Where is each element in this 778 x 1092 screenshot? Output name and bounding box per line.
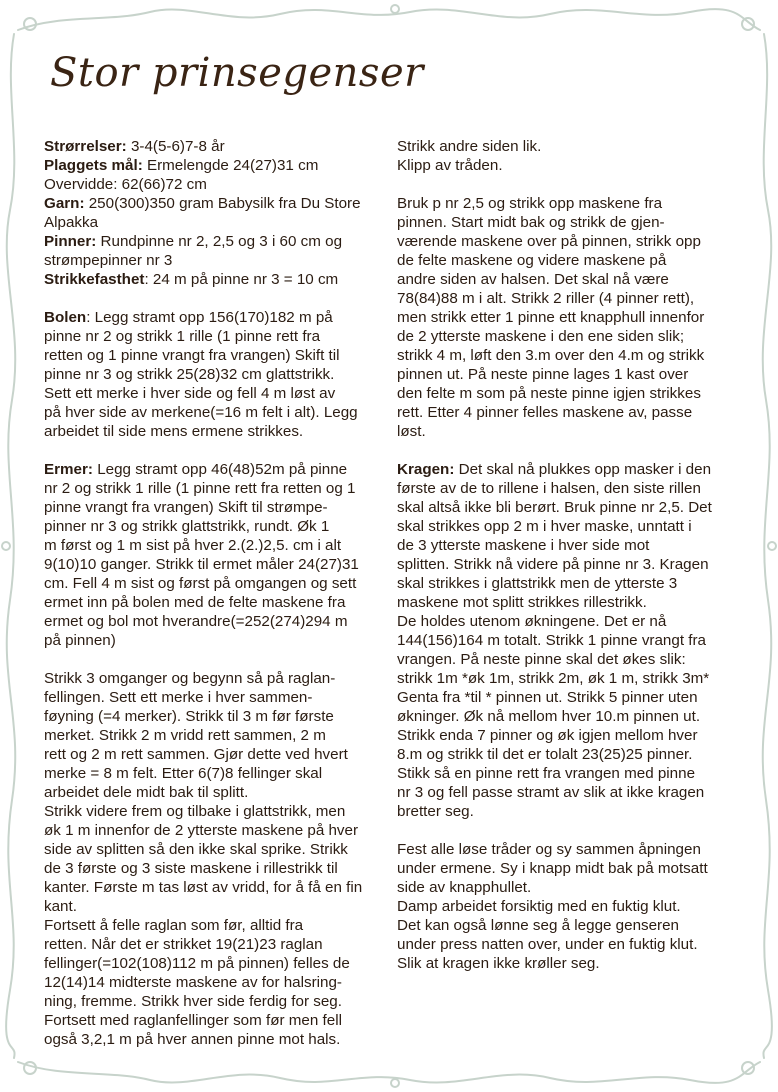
needles-line-2: strømpepinner nr 3 (44, 252, 173, 269)
button-line: andre siden av halsen. Det skal nå være (397, 271, 669, 288)
collar-line: første av de to rillene i halsen, den siste rillen (397, 480, 701, 497)
button-line: Bruk p nr 2,5 og strikk opp maskene fra (397, 195, 663, 212)
raglan-line: også 3,2,1 m på hver annen pinne mot hals. (44, 1031, 341, 1048)
collar-line: De holdes utenom økningene. Det er nå (397, 613, 667, 630)
button-line: løst. (397, 423, 426, 440)
collar-label: Kragen: (397, 461, 455, 478)
raglan-line: Strikk 3 omganger og begynn så på raglan- (44, 670, 336, 687)
collar-line: økninger. Øk nå mellom hver 10.m pinnen ut. (397, 708, 701, 725)
sleeves-line: ermet og bol mot hverandre(=252(274)294 m (44, 613, 348, 630)
raglan-line: føyning (=4 merker). Strikk til 3 m før første (44, 708, 334, 725)
finish-line: Det kan også lønne seg å legge genseren (397, 917, 680, 934)
collar-line: Strikk enda 7 pinner og øk igjen mellom hver (397, 727, 698, 744)
raglan-line: kanter. Første m tas løst av vridd, for å få en fin (44, 879, 363, 896)
sleeves-line: ermet inn på bolen med de felte maskene fra (44, 594, 346, 611)
right-column (397, 137, 737, 973)
measure-label: Plaggets mål: (44, 157, 143, 174)
raglan-line: Fortsett med raglanfellinger som før men fell (44, 1012, 342, 1029)
body-text: : Legg stramt opp 156(170)182 m på (86, 309, 333, 326)
yarn-line (44, 194, 386, 213)
raglan-line: ning, fremme. Strikk hver side ferdig for seg. (44, 993, 342, 1010)
sleeves-label: Ermer: (44, 461, 93, 478)
body-line: pinne nr 2 og strikk 1 rille (1 pinne rett fra (44, 328, 321, 345)
sleeves-line: 9(10)10 ganger. Strikk til ermet måler 24(27)31 (44, 556, 359, 573)
body-line: arbeidet til side mens ermene strikkes. (44, 423, 304, 440)
sizes-text: 3-4(5-6)7-8 år (126, 138, 225, 155)
collar-line: splitten. Strikk nå videre på pinne nr 3. Kragen (397, 556, 709, 573)
collar-line: 8.m og strikk til det er tolalt 23(25)25 pinner. (397, 746, 693, 763)
finish-line: under ermene. Sy i knapp midt bak på motsatt (397, 860, 708, 877)
finish-line: Slik at kragen ikke krøller seg. (397, 955, 600, 972)
button-line: de 2 ytterste maskene i den ene siden slik; (397, 328, 685, 345)
collar-line: nr 3 og fell passe stramt av slik at ikke kragen (397, 784, 705, 801)
sleeves-line: pinner nr 3 og strikk glattstrikk, rundt. Øk 1 (44, 518, 330, 535)
sleeves-text: Legg stramt opp 46(48)52m på pinne (92, 461, 348, 478)
button-line: rett. Etter 4 pinner felles maskene av, passe (397, 404, 693, 421)
yarn-label: Garn: (44, 195, 85, 212)
button-line: den felte m som på neste pinne igjen strikkes (397, 385, 701, 402)
collar-line: Genta fra *til * pinnen ut. Strikk 5 pinner uten (397, 689, 698, 706)
sleeves-line: nr 2 og strikk 1 rille (1 pinne rett fra retten og 1 (44, 480, 356, 497)
gauge-line (44, 270, 386, 289)
body-line: pinne nr 3 og strikk 25(28)32 cm glattstrikk. (44, 366, 335, 383)
button-line: pinnen ut. På neste pinne lages 1 kast over (397, 366, 689, 383)
button-line: men strikk etter 1 pinne ett knapphull innenfor (397, 309, 705, 326)
collar-line: skal strikkes i glattstrikk men de ytterste 3 (397, 575, 678, 592)
body-line: Sett ett merke i hver side og fell 4 m løst av (44, 385, 336, 402)
raglan-line: de 3 første og 3 siste maskene i rillestrikk til (44, 860, 338, 877)
raglan-line: Fortsett å felle raglan som før, alltid fra (44, 917, 304, 934)
page-title: Stor prinsegenser (50, 50, 424, 96)
collar-line: strikk 1m *øk 1m, strikk 2m, øk 1 m, strikk 3m* (397, 670, 710, 687)
needles-line (44, 232, 386, 251)
raglan-line: Strikk videre frem og tilbake i glattstrikk, men (44, 803, 346, 820)
collar-line: vrangen. På neste pinne skal det økes slik: (397, 651, 686, 668)
raglan-line: retten. Når det er strikket 19(21)23 raglan (44, 936, 323, 953)
raglan-line: arbeidet dele midt bak til splitt. (44, 784, 249, 801)
intro-line: Strikk andre siden lik. (397, 138, 542, 155)
finish-line: under press natten over, under en fuktig klut. (397, 936, 698, 953)
collar-line: skal altså ikke bli berørt. Bruk pinne nr 2,5. Det (397, 499, 712, 516)
sleeves-line-0 (44, 460, 386, 479)
button-line: værende maskene over på pinnen, strikk opp (397, 233, 701, 250)
collar-line-0 (397, 460, 737, 479)
measure-line (44, 156, 386, 175)
measure-text: Ermelengde 24(27)31 cm (142, 157, 319, 174)
button-line: strikk 4 m, løft den 3.m over den 4.m og strikk (397, 347, 705, 364)
raglan-line: rett og 2 m rett sammen. Gjør dette ved hvert (44, 746, 348, 763)
raglan-line: 12(14)14 midterste maskene av for halsring- (44, 974, 342, 991)
raglan-line: side av splitten så den ikke skal sprike. Strikk (44, 841, 348, 858)
body-line: på hver side av merkene(=16 m felt i alt). Legg (44, 404, 358, 421)
yarn-line-2: Alpakka (44, 214, 99, 231)
collar-line: bretter seg. (397, 803, 474, 820)
sleeves-line: cm. Fell 4 m sist og først på omgangen og sett (44, 575, 357, 592)
left-column (44, 137, 386, 1049)
needles-text: Rundpinne nr 2, 2,5 og 3 i 60 cm og (96, 233, 343, 250)
collar-text: Det skal nå plukkes opp masker i den (454, 461, 712, 478)
finish-line: Fest alle løse tråder og sy sammen åpningen (397, 841, 701, 858)
intro-line: Klipp av tråden. (397, 157, 503, 174)
body-line: retten og 1 pinne vrangt fra vrangen) Skift til (44, 347, 340, 364)
yarn-text: 250(300)350 gram Babysilk fra Du Store (84, 195, 361, 212)
raglan-line: merke = 8 m felt. Etter 6(7)8 fellinger skal (44, 765, 323, 782)
raglan-line: merket. Strikk 2 m vridd rett sammen, 2 m (44, 727, 326, 744)
sizes-label: Strørrelser: (44, 138, 127, 155)
collar-line: 144(156)164 m totalt. Strikk 1 pinne vrangt fra (397, 632, 706, 649)
width-line: Overvidde: 62(66)72 cm (44, 176, 207, 193)
needles-label: Pinner: (44, 233, 97, 250)
raglan-line: kant. (44, 898, 77, 915)
body-line-0 (44, 308, 386, 327)
button-line: 78(84)88 m i alt. Strikk 2 riller (4 pinner rett), (397, 290, 695, 307)
collar-line: skal strikkes opp 2 m i hver maske, unntatt i (397, 518, 692, 535)
raglan-line: fellinger(=102(108)112 m på pinnen) felles de (44, 955, 350, 972)
sleeves-line: pinne vrangt fra vrangen) Skift til strømpe- (44, 499, 328, 516)
sleeves-line: på pinnen) (44, 632, 116, 649)
button-line: de felte maskene og videre maskene på (397, 252, 667, 269)
collar-line: de 3 ytterste maskene i hver side mot (397, 537, 650, 554)
sizes-line (44, 137, 386, 156)
raglan-line: fellingen. Sett ett merke i hver sammen- (44, 689, 313, 706)
body-label: Bolen (44, 309, 87, 326)
button-line: pinnen. Start midt bak og strikk de gjen- (397, 214, 665, 231)
collar-line: maskene mot splitt strikkes rillestrikk. (397, 594, 647, 611)
finish-line: side av knapphullet. (397, 879, 532, 896)
gauge-label: Strikkefasthet (44, 271, 145, 288)
sleeves-line: m først og 1 m sist på hver 2.(2.)2,5. cm i alt (44, 537, 342, 554)
raglan-line: øk 1 m innenfor de 2 ytterste maskene på hver (44, 822, 359, 839)
collar-line: Stikk så en pinne rett fra vrangen med pinne (397, 765, 696, 782)
gauge-text: : 24 m på pinne nr 3 = 10 cm (144, 271, 339, 288)
finish-line: Damp arbeidet forsiktig med en fuktig klut. (397, 898, 681, 915)
